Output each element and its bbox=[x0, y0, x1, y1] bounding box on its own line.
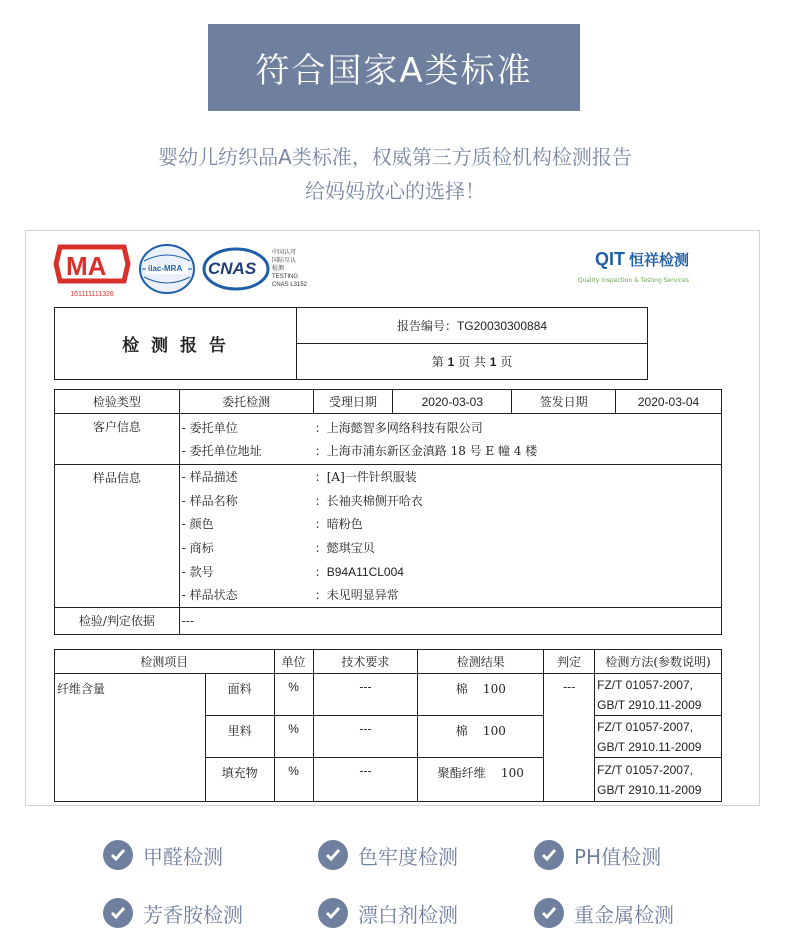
method-line: GB/T 2910.11-2009 bbox=[597, 739, 702, 754]
sample-key: - 款号 bbox=[181, 564, 214, 579]
method-line: FZ/T 01057-2007, bbox=[597, 719, 693, 734]
test-requirement: --- bbox=[313, 674, 418, 716]
svg-text:MA: MA bbox=[66, 251, 107, 281]
check-icon bbox=[318, 898, 348, 928]
inspection-type-value: 委托检测 bbox=[179, 390, 313, 414]
client-key: - 委托单位地址 bbox=[181, 444, 262, 458]
check-icon bbox=[534, 898, 564, 928]
check-label: 漂白剂检测 bbox=[358, 902, 458, 927]
check-icon bbox=[103, 840, 133, 870]
method-line: GB/T 2910.11-2009 bbox=[597, 697, 702, 712]
report-number-label: 报告编号： bbox=[396, 319, 457, 333]
page-label: 第 bbox=[431, 355, 444, 369]
report-title: 检 测 报 告 bbox=[55, 308, 297, 380]
certification-logos bbox=[26, 231, 759, 301]
sample-row bbox=[180, 536, 721, 560]
cnas-caption bbox=[272, 249, 307, 289]
test-method bbox=[595, 674, 722, 716]
check-item bbox=[534, 898, 674, 928]
page-banner: 符合国家A类标准 bbox=[208, 24, 580, 111]
subtitle-line-1: 婴幼儿纺织品A类标准，权威第三方质检机构检测报告 bbox=[158, 145, 632, 169]
sample-value: ：懿琪宝贝 bbox=[314, 541, 375, 556]
test-method bbox=[595, 716, 722, 758]
inspection-type-label: 检验类型 bbox=[55, 390, 180, 414]
subtitle-line-2: 给妈妈放心的选择！ bbox=[305, 179, 485, 203]
test-part: 里料 bbox=[205, 716, 274, 758]
issue-date-value: 2020-03-04 bbox=[616, 390, 722, 414]
sample-row bbox=[180, 559, 721, 583]
sample-value: ：未见明显异常 bbox=[314, 588, 399, 603]
header-result: 检测结果 bbox=[418, 650, 544, 674]
lab-name: 恒祥检测 bbox=[628, 251, 689, 269]
report-header-table bbox=[54, 307, 648, 380]
test-report bbox=[25, 230, 760, 806]
page-label: 页 bbox=[500, 355, 513, 369]
report-number: TG20030300884 bbox=[456, 319, 548, 333]
test-result: 棉 100 bbox=[418, 674, 544, 716]
test-results-table bbox=[54, 649, 722, 802]
check-icon bbox=[534, 840, 564, 870]
lab-tagline: Quality Inspection & Testing Services bbox=[577, 277, 689, 284]
accept-date-value: 2020-03-03 bbox=[393, 390, 512, 414]
method-line: FZ/T 01057-2007, bbox=[597, 677, 693, 692]
ilac-mra-logo bbox=[138, 243, 196, 295]
test-result: 聚酯纤维 100 bbox=[418, 758, 544, 802]
sample-value: ：[A]一件针织服装 bbox=[314, 470, 417, 485]
sample-value: ：B94A11CL004 bbox=[314, 564, 404, 579]
sample-key: - 样品状态 bbox=[181, 588, 238, 603]
sample-info-label: 样品信息 bbox=[55, 465, 180, 608]
sample-row bbox=[180, 489, 721, 513]
issue-date-label: 签发日期 bbox=[512, 390, 616, 414]
sample-key: - 样品名称 bbox=[181, 493, 238, 508]
basis-value: --- bbox=[179, 607, 721, 634]
cnas-line: 国际互认 bbox=[272, 258, 297, 264]
cma-number: 161111111326 bbox=[70, 291, 114, 298]
sample-info-cell bbox=[179, 465, 721, 608]
check-item bbox=[103, 840, 223, 870]
test-requirement: --- bbox=[313, 716, 418, 758]
sample-info-table bbox=[54, 389, 722, 635]
test-unit: % bbox=[274, 674, 313, 716]
page-label: 页 共 bbox=[458, 355, 486, 369]
check-icon bbox=[318, 840, 348, 870]
test-result: 棉 100 bbox=[418, 716, 544, 758]
client-row bbox=[180, 416, 721, 439]
cnas-line: 检测 bbox=[272, 266, 285, 272]
check-icon bbox=[103, 898, 133, 928]
client-info-label: 客户信息 bbox=[55, 414, 180, 465]
test-method bbox=[595, 758, 722, 802]
test-unit: % bbox=[274, 758, 313, 802]
test-judgement: --- bbox=[544, 674, 595, 802]
client-value: ：上海懿智多网络科技有限公司 bbox=[314, 421, 483, 435]
check-label: 芳香胺检测 bbox=[143, 902, 243, 927]
check-item bbox=[318, 840, 458, 870]
header-requirement: 技术要求 bbox=[313, 650, 418, 674]
subtitle bbox=[0, 140, 790, 208]
page-count-cell bbox=[297, 344, 648, 380]
page-number: 1 bbox=[447, 355, 455, 369]
sample-row bbox=[180, 583, 721, 607]
client-row bbox=[180, 439, 721, 462]
accept-date-label: 受理日期 bbox=[313, 390, 393, 414]
lab-logo bbox=[595, 249, 689, 270]
check-label: PH值检测 bbox=[574, 844, 662, 869]
sample-key: - 商标 bbox=[181, 541, 214, 556]
ilac-text: ilac-MRA bbox=[148, 264, 183, 273]
cnas-text: CNAS bbox=[208, 259, 257, 278]
test-unit: % bbox=[274, 716, 313, 758]
sample-key: - 样品描述 bbox=[181, 470, 238, 485]
client-key: - 委托单位 bbox=[181, 421, 238, 435]
lab-mark: QIT bbox=[594, 249, 625, 269]
sample-value: ：长袖夹棉侧开哈衣 bbox=[314, 493, 423, 508]
header-method: 检测方法(参数说明) bbox=[595, 650, 722, 674]
client-value: ：上海市浦东新区金滇路 18 号 E 幢 4 楼 bbox=[314, 444, 538, 458]
sample-row bbox=[180, 465, 721, 489]
check-item bbox=[534, 840, 661, 870]
test-item-name: 纤维含量 bbox=[55, 674, 206, 802]
test-part: 填充物 bbox=[205, 758, 274, 802]
cnas-logo bbox=[202, 247, 270, 291]
header-unit: 单位 bbox=[274, 650, 313, 674]
cnas-line: 中国认可 bbox=[272, 250, 297, 256]
sample-key: - 颜色 bbox=[181, 517, 214, 532]
header-test-item: 检测项目 bbox=[55, 650, 275, 674]
basis-label: 检验/判定依据 bbox=[55, 607, 180, 634]
method-line: GB/T 2910.11-2009 bbox=[597, 782, 702, 797]
cma-logo bbox=[52, 241, 132, 299]
check-label: 色牢度检测 bbox=[358, 844, 458, 869]
report-number-cell bbox=[297, 308, 648, 344]
test-requirement: --- bbox=[313, 758, 418, 802]
sample-row bbox=[180, 512, 721, 536]
cnas-line: CNAS L3152 bbox=[272, 282, 308, 288]
sample-value: ：暗粉色 bbox=[314, 517, 363, 532]
client-info-cell bbox=[179, 414, 721, 465]
header-judgement: 判定 bbox=[544, 650, 595, 674]
method-line: FZ/T 01057-2007, bbox=[597, 762, 693, 777]
test-part: 面料 bbox=[205, 674, 274, 716]
check-label: 重金属检测 bbox=[574, 902, 674, 927]
check-label: 甲醛检测 bbox=[143, 844, 223, 869]
page-total: 1 bbox=[489, 355, 497, 369]
cnas-line: TESTING bbox=[272, 274, 299, 280]
check-item bbox=[103, 898, 243, 928]
check-item bbox=[318, 898, 458, 928]
